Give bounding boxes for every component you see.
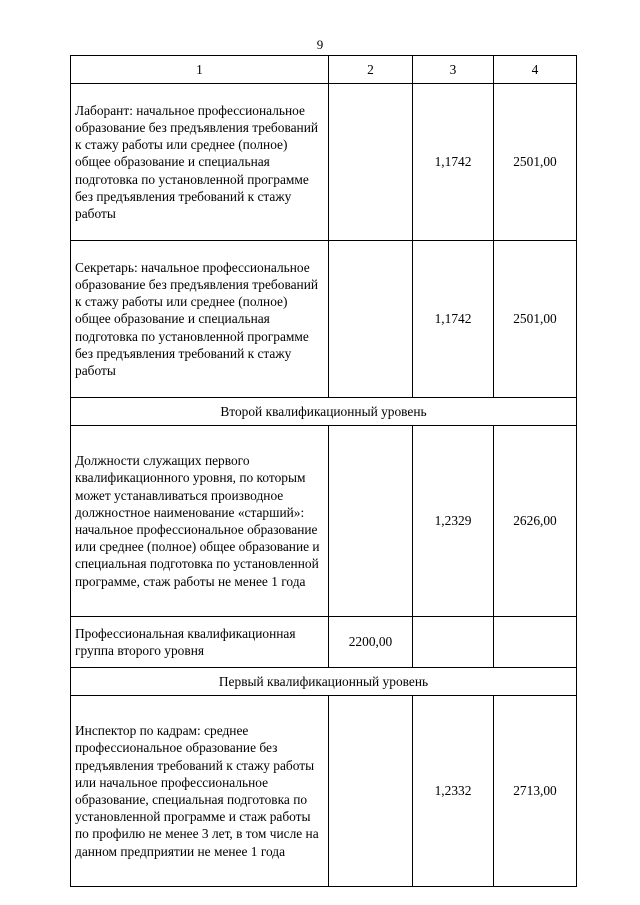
coefficient-cell: 1,2332 [413,696,494,887]
table-row [71,426,577,617]
coefficient-cell [413,617,494,668]
base-salary-cell [329,241,413,398]
table-header-row [71,56,577,84]
salary-cell: 2501,00 [494,241,577,398]
section-row [71,668,577,696]
header-cell-2: 2 [329,56,413,84]
salary-cell: 2501,00 [494,84,577,241]
position-description: Должности служащих первого квалификационного уровня, по которым может устанавливаться производное должностное наименование «старший»: начальное профессиональное образование или среднее (полное) общее образование и специальная подготовка по установленной программе, стаж работы не менее 1 года [71,426,329,617]
page-number: 9 [316,37,324,52]
header-cell-4: 4 [494,56,577,84]
salary-table [70,55,577,887]
coefficient-cell: 1,1742 [413,84,494,241]
table-row [71,696,577,887]
position-description: Инспектор по кадрам: среднее профессиональное образование без предъявления требований к стажу работы или начальное профессиональное образование, специальная подготовка по установленной программе и стаж работы по профилю не менее 3 лет, в том числе на данном предприятии не менее 1 года [71,696,329,887]
salary-cell: 2626,00 [494,426,577,617]
coefficient-cell: 1,2329 [413,426,494,617]
base-salary-cell: 2200,00 [329,617,413,668]
salary-cell [494,617,577,668]
section-title: Второй квалификационный уровень [71,398,577,426]
table-row [71,241,577,398]
base-salary-cell [329,84,413,241]
table-row [71,84,577,241]
header-cell-3: 3 [413,56,494,84]
header-cell-1: 1 [71,56,329,84]
section-title: Первый квалификационный уровень [71,668,577,696]
coefficient-cell: 1,1742 [413,241,494,398]
group-description: Профессиональная квалификационная группа второго уровня [71,617,329,668]
table-row [71,617,577,668]
salary-cell: 2713,00 [494,696,577,887]
base-salary-cell [329,696,413,887]
base-salary-cell [329,426,413,617]
section-row [71,398,577,426]
position-description: Лаборант: начальное профессиональное образование без предъявления требований к стажу работы или среднее (полное) общее образование и специальная подготовка по установленной программе без предъявления требований к стажу работы [71,84,329,241]
position-description: Секретарь: начальное профессиональное образование без предъявления требований к стажу работы или среднее (полное) общее образование и специальная подготовка по установленной программе без предъявления требований к стажу работы [71,241,329,398]
